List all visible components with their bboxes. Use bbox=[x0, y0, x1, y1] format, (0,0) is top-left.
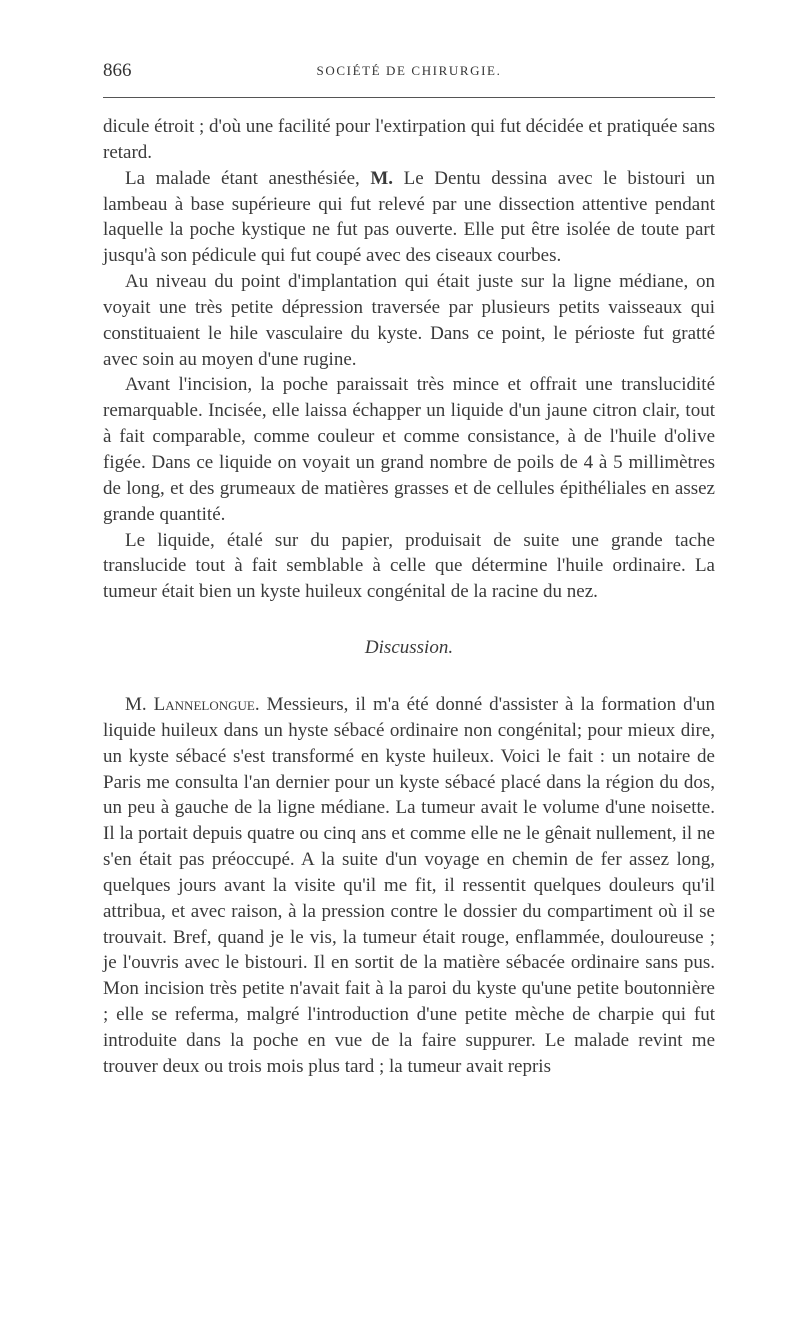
paragraph-3: Au niveau du point d'implantation qui était juste sur la ligne médiane, on voyait une très petite dépression traversée par plusieurs petits vaisseaux qui constituaient le hile vasculaire du kyste. Dans ce point, le périoste fut gratté avec soin au moyen d'une rugine. bbox=[103, 271, 715, 370]
paragraph-6 bbox=[103, 692, 715, 1080]
p2-text-after: Le Dentu dessina avec le bistouri un lambeau à base supérieure qui fut relevé par une dissection attentive pendant laquelle la poche kystique ne fut pas ouverte. Elle put être isolée de toute part jusqu'à son pédicule qui fut coupé avec des ciseaux courbes. bbox=[103, 167, 716, 267]
body-text bbox=[103, 114, 715, 1080]
p2-bold-honorific: M. bbox=[370, 167, 394, 189]
header-rule bbox=[103, 97, 715, 98]
page-number: 866 bbox=[103, 60, 132, 81]
running-head: SOCIÉTÉ DE CHIRURGIE. bbox=[316, 63, 502, 78]
paragraph-2 bbox=[103, 166, 715, 269]
speaker-title: M. bbox=[125, 694, 147, 716]
p6-text: Messieurs, il m'a été donné d'assister à la formation d'un liquide huileux dans un hyste sébacé ordinaire non congénital; pour mieux dire, un kyste sébacé s'est transformé en kyste huileux. Voici le fait : un notaire de Paris me consulta l'an dernier pour un kyste sébacé placé dans la région du dos, un peu à gauche de la ligne médiane. La tumeur avait le volume d'une noisette. Il la portait depuis quatre ou cinq ans et comme elle ne le gênait nullement, il ne s'en était pas préoccupé. A la suite d'un voyage en chemin de fer assez long, quelques jours avant la visite qu'il me fit, il ressentit quelques douleurs qu'il attribua, et avec raison, à la pression contre le dossier du compartiment où il se trouvait. Bref, quand je le vis, la tumeur était rouge, enflammée, douloureuse ; je l'ouvris avec le bistouri. Il en sortit de la matière sébacée ordinaire sans pus. Mon incision très petite n'avait fait à la paroi du kyste qu'une petite boutonnière ; elle se referma, malgré l'introduction d'une petite mèche de charpie qui fut introduite dans la poche en vue de la faire suppurer. Le malade revint me trouver deux ou trois mois plus tard ; la tumeur avait repris bbox=[103, 694, 716, 1077]
p2-text-before: La malade étant anesthésiée, bbox=[125, 167, 360, 189]
paragraph-4: Avant l'incision, la poche paraissait très mince et offrait une translucidité remarquable. Incisée, elle laissa échapper un liquide d'un jaune citron clair, tout à fait comparable, comme couleur et comme consistance, à de l'huile d'olive figée. Dans ce liquide on voyait un grand nombre de poils de 4 à 5 millimètres de long, et des grumeaux de matières grasses et de cellules épithéliales en assez grande quantité. bbox=[103, 374, 715, 525]
section-title: Discussion. bbox=[364, 637, 454, 659]
paragraph-1: dicule étroit ; d'où une facilité pour l'extirpation qui fut décidée et pratiquée sans retard. bbox=[103, 116, 715, 163]
paragraph-5: Le liquide, étalé sur du papier, produisait de suite une grande tache translucide tout à fait semblable à celle que détermine l'huile ordinaire. La tumeur était bien un kyste huileux congénital de la racine du nez. bbox=[103, 529, 715, 603]
page-header bbox=[103, 60, 715, 86]
spacer bbox=[103, 605, 715, 635]
speaker-name: Lannelongue. bbox=[153, 694, 260, 716]
spacer bbox=[103, 661, 715, 692]
